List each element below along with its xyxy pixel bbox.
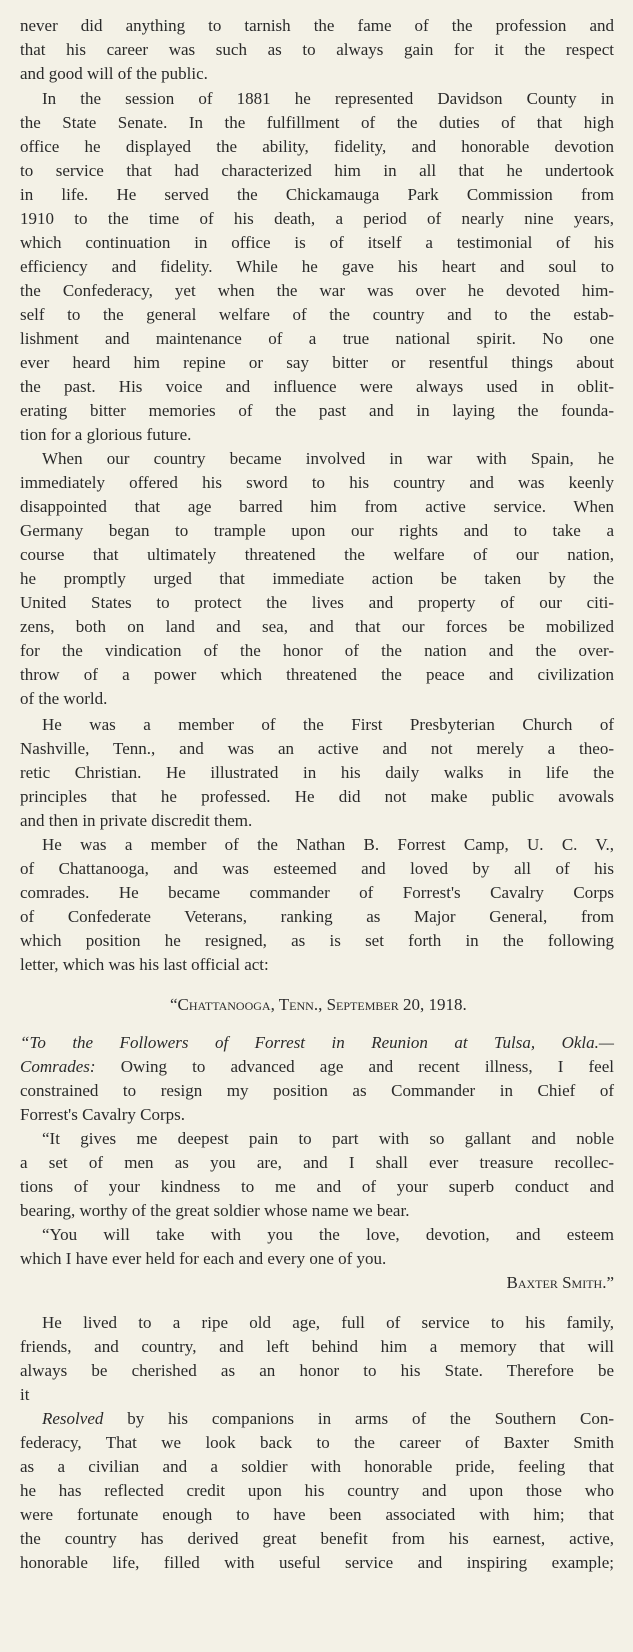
text-line: as a civilian and a soldier with honorable pride, feeling that [20,1457,614,1476]
text-line: constrained to resign my position as Commander in Chief of [20,1081,614,1100]
text-line: of Confederate Veterans, ranking as Major General, from [20,907,614,926]
text-line: a set of men as you are, and I shall ever treasure recollec- [20,1153,614,1172]
letter-dateline: “Chattanooga, Tenn., September 20, 1918. [170,995,467,1014]
text-line: In the session of 1881 he represented Davidson County in [42,89,614,108]
text-line: “You will take with you the love, devotion, and esteem [42,1225,614,1244]
text-line: course that ultimately threatened the welfare of our nation, [20,545,614,564]
text-line: He lived to a ripe old age, full of service to his family, [42,1313,614,1332]
text-line: the Confederacy, yet when the war was over he devoted him- [20,281,614,300]
text-line: always be cherished as an honor to his State. Therefore be [20,1361,614,1380]
text-line: he has reflected credit upon his country and upon those who [20,1481,614,1500]
text-line: it [20,1385,30,1404]
text-line [20,1055,614,1079]
text-line: zens, both on land and sea, and that our forces be mobilized [20,617,614,636]
text-line: ever heard him repine or say bitter or resentful things about [20,353,614,372]
text-line: federacy, That we look back to the career of Baxter Smith [20,1433,614,1452]
text-line: Forrest's Cavalry Corps. [20,1105,186,1124]
text-line: to service that had characterized him in all that he undertook [20,161,614,180]
text-line: tions of your kindness to me and of your superb conduct and [20,1177,614,1196]
text-line: Nashville, Tenn., and was an active and not merely a theo- [20,739,614,758]
text-line: office he displayed the ability, fidelity, and honorable devotion [20,137,614,156]
text-span: by his companions in arms of the Southern Con- [103,1409,614,1428]
text-line: When our country became involved in war with Spain, he [42,449,614,468]
text-line: which I have ever held for each and every one of you. [20,1249,387,1268]
text-line: that his career was such as to always gain for it the respect [20,40,614,59]
text-line: immediately offered his sword to his country and was keenly [20,473,614,492]
text-line: he promptly urged that immediate action be taken by the [20,569,614,588]
text-line: friends, and country, and left behind him a memory that will [20,1337,614,1356]
text-line: He was a member of the Nathan B. Forrest Camp, U. C. V., [42,835,614,854]
text-line: disappointed that age barred him from active service. When [20,497,614,516]
resolved-word: Resolved [42,1409,104,1428]
text-line: principles that he professed. He did not make public avowals [20,787,614,806]
text-span: Owing to advanced age and recent illness, I feel [95,1057,614,1076]
text-line: and then in private discredit them. [20,811,253,830]
text-line: “It gives me deepest pain to part with so gallant and noble [42,1129,614,1148]
comrades-label: Comrades: [20,1057,96,1076]
text-line: of the world. [20,689,108,708]
text-line: in life. He served the Chickamauga Park Commission from [20,185,614,204]
letter-salutation: “To the Followers of Forrest in Reunion at Tulsa, Okla.— [20,1033,614,1052]
text-line: Germany began to trample upon our rights and to take a [20,521,614,540]
text-line: letter, which was his last official act: [20,955,269,974]
text-line: of Chattanooga, and was esteemed and loved by all of his [20,859,614,878]
text-line: and good will of the public. [20,64,208,83]
text-line: 1910 to the time of his death, a period of nearly nine years, [20,209,614,228]
text-line: were fortunate enough to have been associated with him; that [20,1505,614,1524]
text-line: bearing, worthy of the great soldier whose name we bear. [20,1201,410,1220]
text-line: retic Christian. He illustrated in his daily walks in life the [20,763,614,782]
text-line: United States to protect the lives and property of our citi- [20,593,614,612]
text-line: throw of a power which threatened the peace and civilization [20,665,614,684]
text-line: comrades. He became commander of Forrest's Cavalry Corps [20,883,614,902]
letter-signature: Baxter Smith.” [506,1273,614,1292]
text-line: lishment and maintenance of a true national spirit. No one [20,329,614,348]
text-line: tion for a glorious future. [20,425,192,444]
text-line: He was a member of the First Presbyterian Church of [42,715,614,734]
text-line: the past. His voice and influence were always used in oblit- [20,377,614,396]
text-line: which position he resigned, as is set forth in the following [20,931,614,950]
text-line: efficiency and fidelity. While he gave his heart and soul to [20,257,614,276]
text-line: for the vindication of the honor of the nation and the over- [20,641,614,660]
text-line: honorable life, filled with useful service and inspiring example; [20,1553,614,1572]
text-line: the State Senate. In the fulfillment of the duties of that high [20,113,614,132]
text-line: erating bitter memories of the past and in laying the founda- [20,401,614,420]
text-line: the country has derived great benefit from his earnest, active, [20,1529,614,1548]
text-line: never did anything to tarnish the fame of the profession and [20,16,614,35]
text-line [42,1407,614,1431]
text-line: which continuation in office is of itself a testimonial of his [20,233,614,252]
text-line: self to the general welfare of the country and to the estab- [20,305,614,324]
